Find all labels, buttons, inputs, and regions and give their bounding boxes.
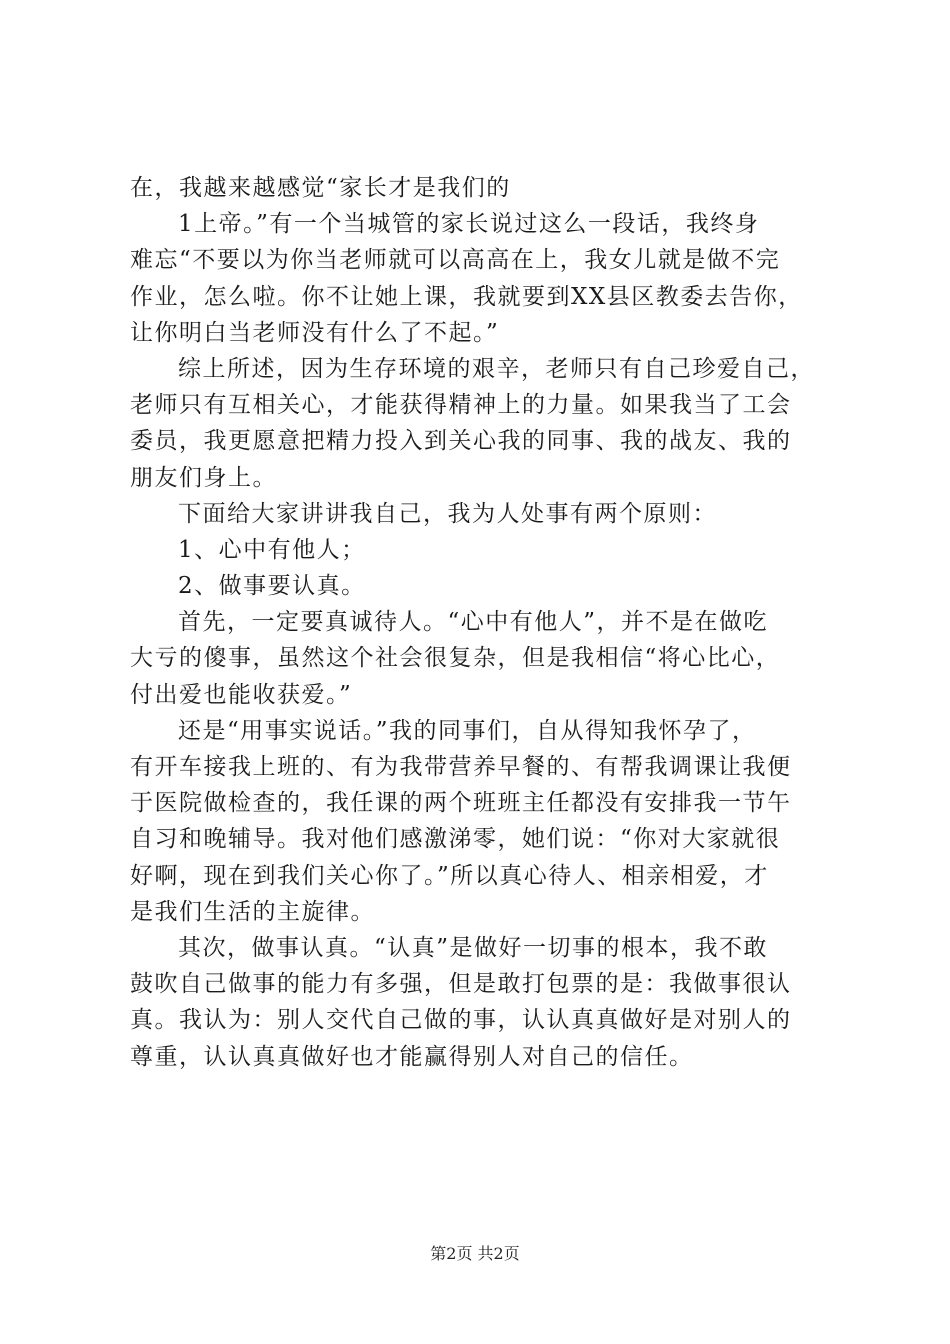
text-line: 尊重，认认真真做好也才能赢得别人对自己的信任。 xyxy=(130,1043,694,1070)
text-line: 好啊，现在到我们关心你了。”所以真心待人、相亲相爱，才 xyxy=(130,862,769,889)
text-line: 朋友们身上。 xyxy=(130,464,277,491)
text-line: 在，我越来越感觉“家长才是我们的 xyxy=(130,175,511,201)
text-line: 大亏的傻事，虽然这个社会很复杂，但是我相信“将心比心， xyxy=(130,645,781,672)
text-line: 是我们生活的主旋律。 xyxy=(130,898,375,925)
text-line: 难忘“不要以为你当老师就可以高高在上，我女儿就是做不完 xyxy=(130,247,781,274)
text-line: 还是“用事实说话。”我的同事们，自从得知我怀孕了， xyxy=(178,717,757,744)
text-line: 综上所述，因为生存环境的艰辛，老师只有自己珍爱自己， xyxy=(178,355,815,382)
text-line: 鼓吹自己做事的能力有多强，但是敢打包票的是：我做事很认 xyxy=(130,971,792,998)
text-line: 1上帝。”有一个当城管的家长说过这么一段话，我终身 xyxy=(178,211,760,238)
text-line: 作业，怎么啦。你不让她上课，我就要到XX县区教委去告你， xyxy=(130,283,803,310)
text-line: 真。我认为：别人交代自己做的事，认认真真做好是对别人的 xyxy=(130,1007,792,1034)
text-line: 有开车接我上班的、有为我带营养早餐的、有帮我调课让我便 xyxy=(130,754,792,780)
text-line: 下面给大家讲讲我自己，我为人处事有两个原则： xyxy=(178,500,717,527)
text-line: 自习和晚辅导。我对他们感激涕零，她们说：“你对大家就很 xyxy=(130,826,781,853)
text-line: 1、心中有他人； xyxy=(178,536,366,563)
text-line: 老师只有互相关心，才能获得精神上的力量。如果我当了工会 xyxy=(130,392,792,419)
text-line: 其次，做事认真。“认真”是做好一切事的根本，我不敢 xyxy=(178,934,769,961)
text-line: 委员，我更愿意把精力投入到关心我的同事、我的战友、我的 xyxy=(130,428,792,455)
page-footer: 第2页 共2页 xyxy=(430,1244,520,1263)
text-line: 让你明白当老师没有什么了不起。” xyxy=(130,319,500,346)
text-line: 首先，一定要真诚待人。“心中有他人”，并不是在做吃 xyxy=(178,609,769,636)
text-line: 2、做事要认真。 xyxy=(178,573,366,600)
text-line: 付出爱也能收获爱。” xyxy=(130,681,353,708)
text-line: 于医院做检查的，我任课的两个班班主任都没有安排我一节午 xyxy=(130,790,792,817)
document-body xyxy=(130,170,842,1075)
